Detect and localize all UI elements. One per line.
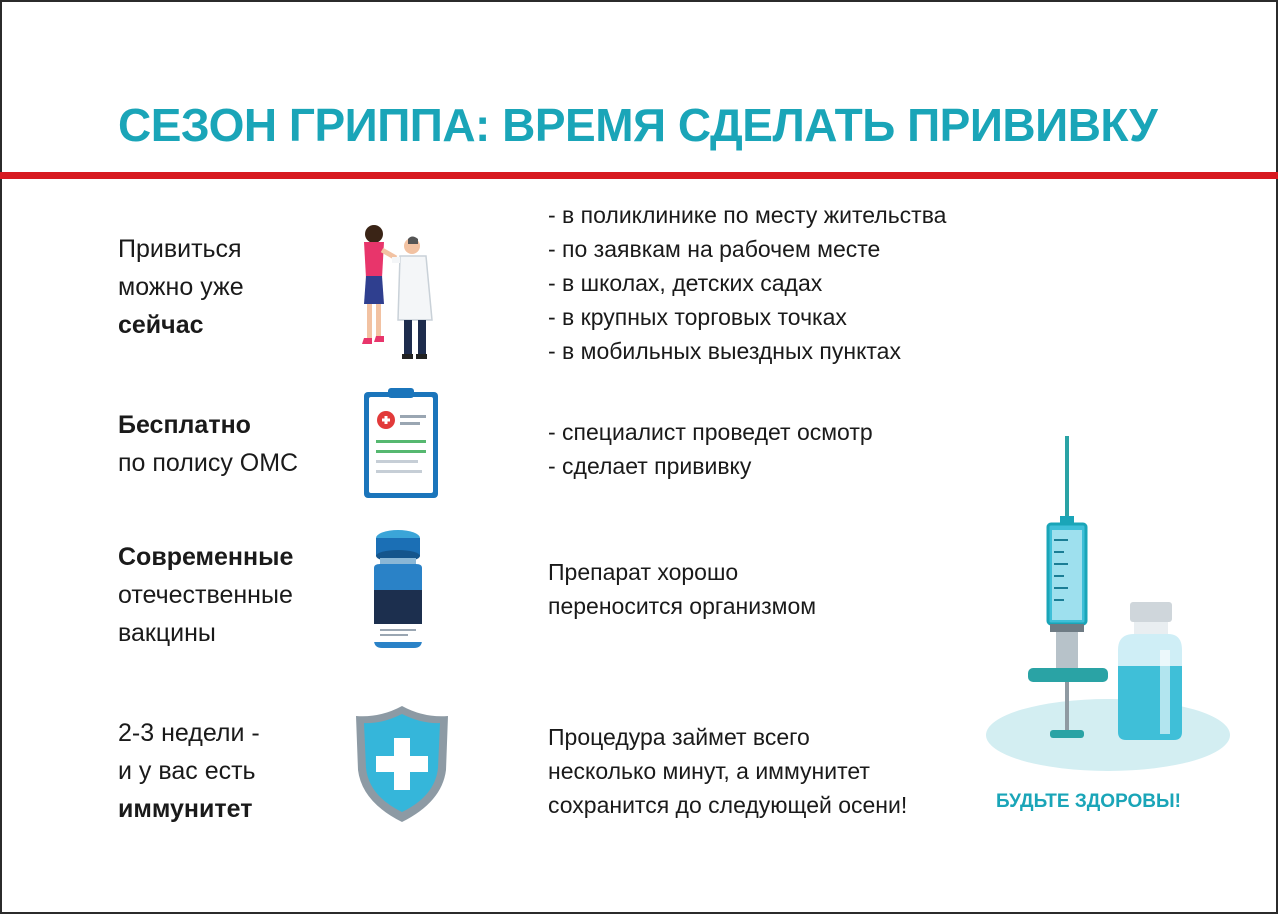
row2-left-text (118, 406, 298, 482)
row4-right-text (548, 720, 907, 822)
row4-right-line3: сохранится до следующей осени! (548, 792, 908, 818)
row1-right-line1: - в поликлинике по месту жительства (548, 202, 947, 228)
row2-right-line1: - специалист проведет осмотр (548, 419, 873, 445)
row1-left-line2: можно уже (118, 273, 244, 301)
row4-right-line1: Процедура займет всего (548, 724, 810, 750)
row1-left-line1: Привиться (118, 235, 242, 263)
row4-right-line2: несколько минут, а иммунитет (548, 758, 870, 784)
row4-left-line1: 2-3 недели - (118, 719, 260, 747)
row1-right-line4: - в крупных торговых точках (548, 304, 847, 330)
row3-left-text (118, 538, 293, 652)
slogan-text: БУДЬТЕ ЗДОРОВЫ! (996, 791, 1181, 812)
row3-right-line1: Препарат хорошо (548, 559, 739, 585)
row3-right-text (548, 555, 816, 623)
row4-left-line2: и у вас есть (118, 757, 256, 785)
row3-left-line1: Современные (118, 543, 294, 571)
red-divider (0, 172, 1278, 179)
row1-right-line2: - по заявкам на рабочем месте (548, 236, 881, 262)
clipboard-icon (362, 388, 442, 500)
row1-right-line5: - в мобильных выездных пунктах (548, 338, 901, 364)
row1-left-line3: сейчас (118, 311, 204, 339)
row3-left-line2: отечественные (118, 581, 293, 609)
row3-left-line3: вакцины (118, 619, 216, 647)
row2-right-text (548, 415, 873, 483)
poster-title: СЕЗОН ГРИППА: ВРЕМЯ СДЕЛАТЬ ПРИВИВКУ (118, 99, 1158, 151)
row4-left-text (118, 714, 260, 828)
row2-right-line2: - сделает прививку (548, 453, 752, 479)
vaccine-vial-icon (368, 528, 428, 652)
doctor-patient-icon (352, 220, 447, 365)
row1-left-text (118, 230, 244, 344)
row2-left-line1: Бесплатно (118, 411, 251, 439)
row2-left-line2: по полису ОМС (118, 449, 299, 477)
row4-left-line3: иммунитет (118, 795, 253, 823)
shield-icon (350, 702, 454, 826)
row1-right-line3: - в школах, детских садах (548, 270, 823, 296)
row3-right-line2: переносится организмом (548, 593, 817, 619)
syringe-vial-illustration (984, 430, 1234, 780)
row1-right-text (548, 198, 946, 368)
